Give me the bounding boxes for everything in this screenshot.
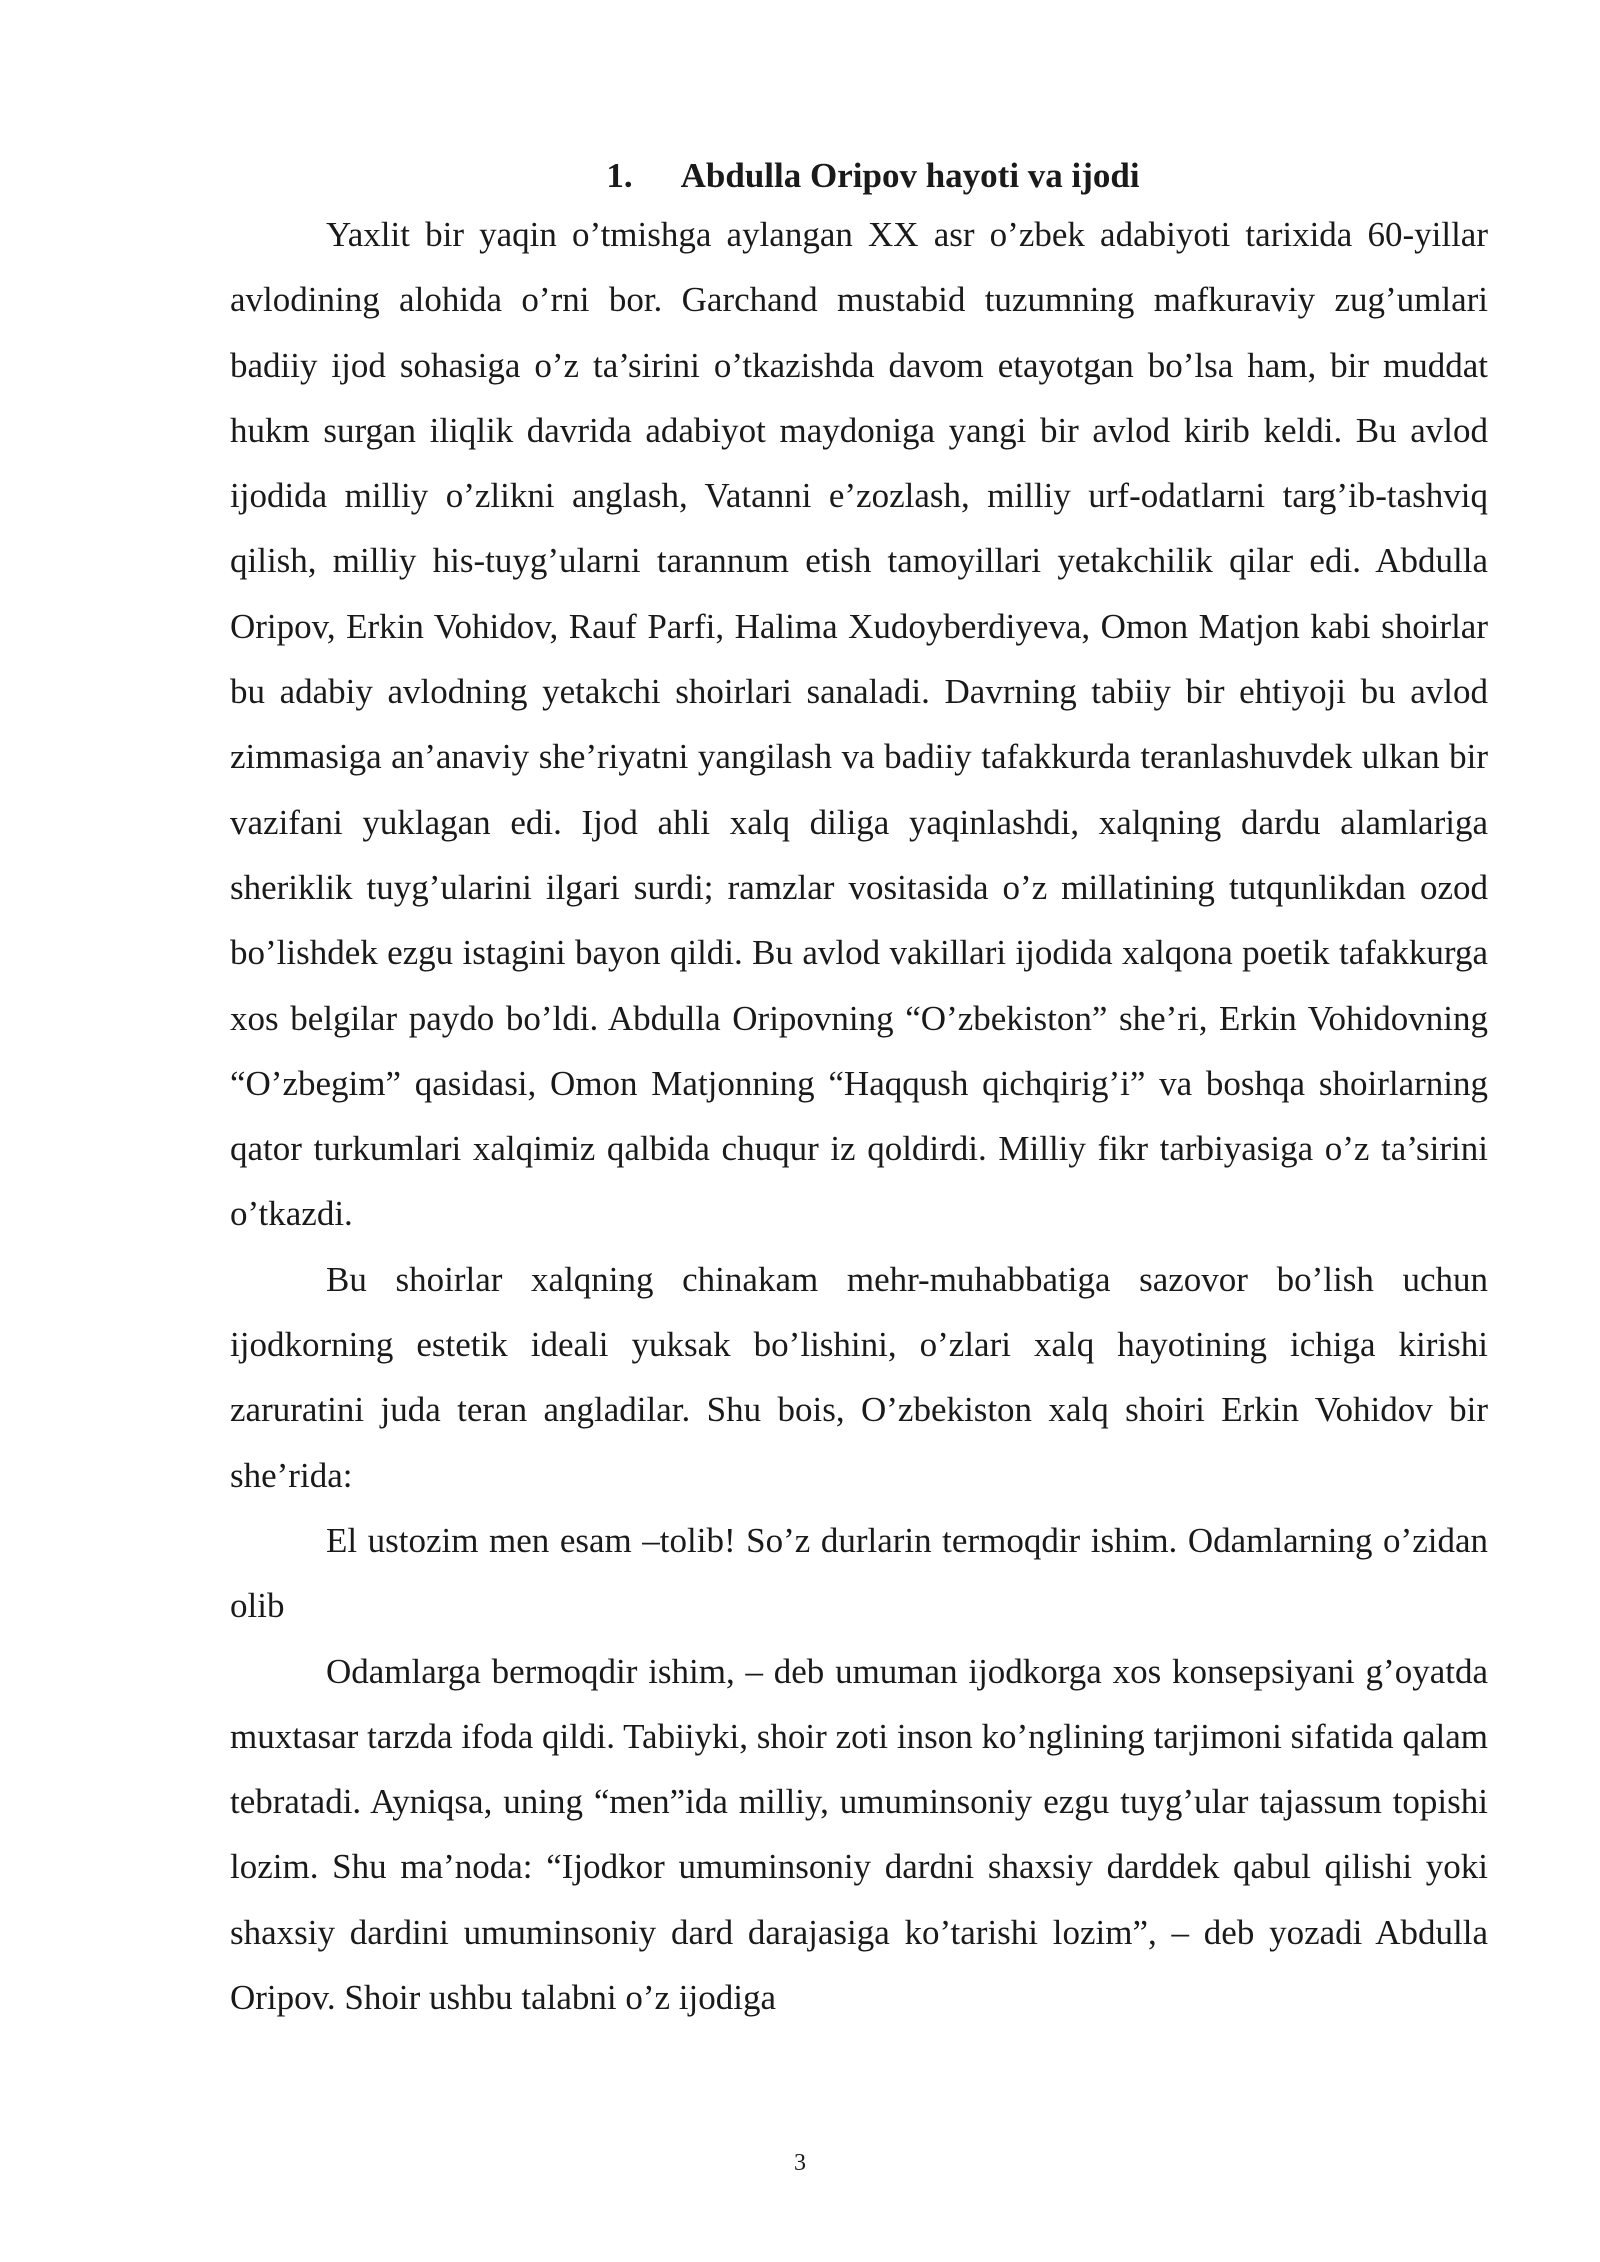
section-number: 1.: [606, 156, 633, 195]
paragraph-quote: El ustozim men esam –tolib! So’z durlarin termoqdir ishim. Odamlarning o’zidan olib: [230, 1520, 1488, 1626]
section-heading: [244, 150, 1502, 202]
page-content: [230, 150, 1488, 2030]
paragraph-concept: Odamlarga bermoqdir ishim, – deb umuman ijodkorga xos konsepsiyani g’oyatda muxtasar tarzda ifoda qildi. Tabiiyki, shoir zoti inson ko’nglining tarjimoni sifatida qalam tebratadi. Ayniqsa, uning “men”ida milliy, umuminsoniy ezgu tuyg’ular tajassum topishi lozim. Shu ma’noda: “Ijodkor umuminsoniy dardni shaxsiy darddek qabul qilishi yoki shaxsiy dardini umuminsoniy dard darajasiga ko’tarishi lozim”, – deb yozadi Abdulla Oripov. Shoir ushbu talabni o’z ijodiga: [230, 1651, 1488, 2018]
paragraph-poets: Bu shoirlar xalqning chinakam mehr-muhabbatiga sazovor bo’lish uchun ijodkorning estetik ideali yuksak bo’lishini, o’zlari xalq hayotining ichiga kirishi zaruratini juda teran angladilar. Shu bois, O’zbekiston xalq shoiri Erkin Vohidov bir she’rida:: [230, 1259, 1488, 1495]
paragraph-intro: Yaxlit bir yaqin o’tmishga aylangan XX asr o’zbek adabiyoti tarixida 60-yillar avlodining alohida o’rni bor. Garchand mustabid tuzumning mafkuraviy zug’umlari badiiy ijod sohasiga o’z ta’sirini o’tkazishda davom etayotgan bo’lsa ham, bir muddat hukm surgan iliqlik davrida adabiyot maydoniga yangi bir avlod kirib keldi. Bu avlod ijodida milliy o’zlikni anglash, Vatanni e’zozlash, milliy urf-odatlarni targ’ib-tashviq qilish, milliy his-tuyg’ularni tarannum etish tamoyillari yetakchilik qilar edi. Abdulla Oripov, Erkin Vohidov, Rauf Parfi, Halima Xudoyberdiyeva, Omon Matjon kabi shoirlar bu adabiy avlodning yetakchi shoirlari sanaladi. Davrning tabiiy bir ehtiyoji bu avlod zimmasiga an’anaviy she’riyatni yangilash va badiiy tafakkurda teranlashuvdek ulkan bir vazifani yuklagan edi. Ijod ahli xalq diliga yaqinlashdi, xalqning dardu alamlariga sheriklik tuyg’ularini ilgari surdi; ramzlar vositasida o’z millatining tutqunlikdan ozod bo’lishdek ezgu istagini bayon qildi. Bu avlod vakillari ijodida xalqona poetik tafakkurga xos belgilar paydo bo’ldi. Abdulla Oripovning “O’zbekiston” she’ri, Erkin Vohidovning “O’zbegim” qasidasi, Omon Matjonning “Haqqush qichqirig’i” va boshqa shoirlarning qator turkumlari xalqimiz qalbida chuqur iz qoldirdi. Milliy fikr tarbiyasiga o’z ta’sirini o’tkazdi.: [230, 215, 1488, 1234]
section-title: Abdulla Oripov hayoti va ijodi: [680, 156, 1140, 195]
page-number: 3: [794, 2150, 806, 2176]
